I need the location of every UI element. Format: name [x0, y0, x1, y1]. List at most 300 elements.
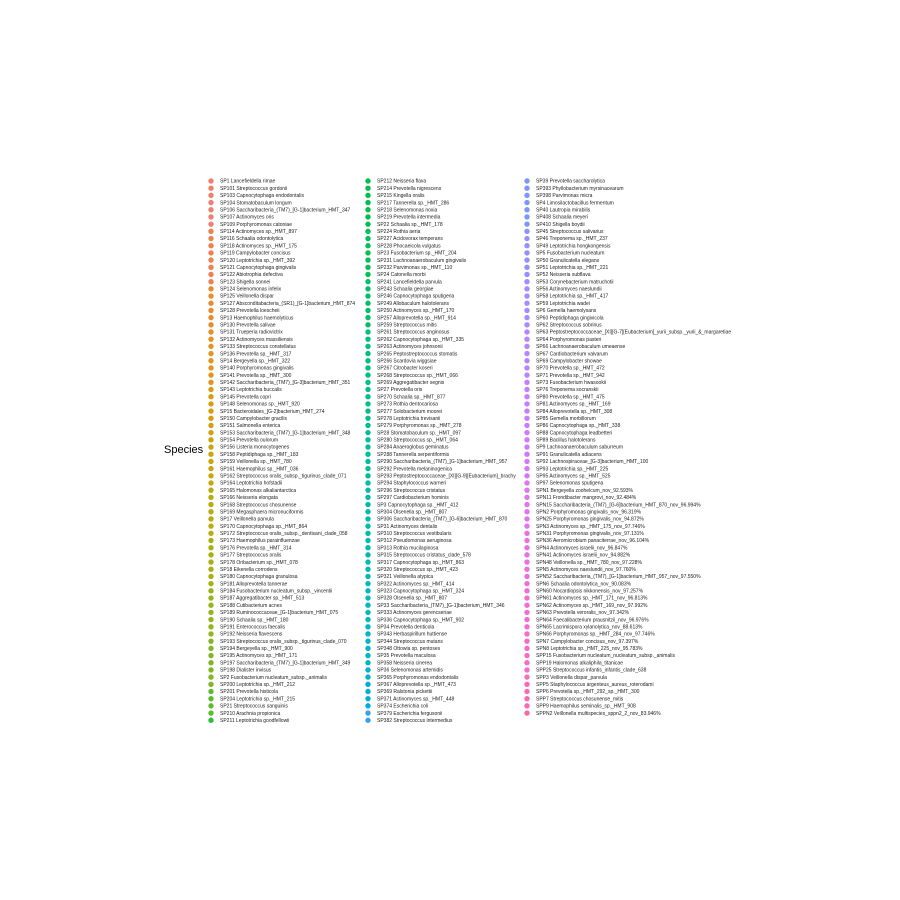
legend-label: SP259 Streptococcus mitis [377, 322, 437, 329]
legend-key [365, 387, 370, 392]
legend-key [365, 603, 370, 608]
legend-label: SP189 Ruminococcaceae_[G-1]bacterium_HMT_075 [220, 610, 339, 617]
legend-key [365, 617, 370, 622]
legend-label: SP92 Lachnospiraceae_[G-3]bacterium_HMT_100 [536, 459, 649, 466]
legend-label: SP249 Allobaculum halotolerans [377, 300, 449, 307]
legend-label: SP116 Schaalia odontolytica [220, 236, 284, 243]
legend-label: SP114 Actinomyces sp._HMT_897 [220, 229, 297, 236]
legend-key [524, 567, 529, 572]
legend-label: SP241 Lancefieldella parvula [377, 279, 442, 286]
legend-label: SP371 Actinomyces sp._HMT_448 [377, 696, 455, 703]
legend-key [208, 416, 213, 421]
legend-key [208, 394, 213, 399]
legend-label: SP393 Phyllobacterium myrsinacearum [536, 185, 624, 192]
legend-label: SP263 Actinomyces johnsonii [377, 344, 443, 351]
legend-label: SP232 Parvimonas sp._HMT_110 [377, 264, 453, 271]
legend-label: SP293 Peptostreptococcaceae_[XI][G-9][Eubacterium]_brachy [377, 473, 516, 480]
legend-label: SP46 Treponema sp._HMT_237 [536, 236, 608, 243]
legend-label: SP292 Prevotella melaninogenica [377, 466, 453, 473]
legend-label: SPP19 Halomonas alkaliphila_titanicae [536, 660, 623, 667]
legend-key [365, 336, 370, 341]
legend-label: SP317 Capnocytophaga sp._HMT_863 [377, 559, 465, 566]
legend-key [365, 646, 370, 651]
legend-label: SPN2 Porphyromonas gingivalis_nov_96.319% [536, 509, 642, 516]
legend-key [524, 631, 529, 636]
legend-key [524, 214, 529, 219]
legend-label: SP13 Haemophilus haemolyticus [220, 315, 294, 322]
legend-label: SP310 Streptococcus vestibularis [377, 531, 452, 538]
legend-key [208, 229, 213, 234]
legend-label: SP410 Shigella boydii [536, 221, 585, 228]
legend-key [365, 718, 370, 723]
legend-label: SP95 Actinomyces sp._HMT_525 [536, 473, 611, 480]
legend-label: SP191 Enterococcus faecalis [220, 624, 286, 631]
legend-key [524, 336, 529, 341]
legend-key [365, 236, 370, 241]
legend-key [365, 703, 370, 708]
legend-label: SP121 Capnocytophaga gingivalis [220, 264, 297, 271]
legend-key [208, 344, 213, 349]
legend-key [365, 279, 370, 284]
legend-key [365, 351, 370, 356]
legend-key [208, 631, 213, 636]
legend-key [208, 265, 213, 270]
legend-label: SPP6 Prevotella sp._HMT_292_sp._HMT_300 [536, 689, 640, 696]
legend-key [524, 423, 529, 428]
legend-label: SPN63 Prevotella veroralis_nov_97.342% [536, 610, 630, 617]
legend-key [208, 387, 213, 392]
legend-label: SP266 Scardovia wiggsiae [377, 358, 437, 365]
legend-key [524, 674, 529, 679]
legend-title: Species [164, 444, 204, 456]
legend-label: SP190 Schaalia sp._HMT_180 [220, 617, 289, 624]
legend-label: SP120 Leptotrichia sp._HMT_392 [220, 257, 296, 264]
legend-label: SP268 Streptococcus sp._HMT_066 [377, 372, 458, 379]
legend-key [208, 272, 213, 277]
legend-label: SP278 Leptotrichia trevisanii [377, 415, 441, 422]
legend-label: SP80 Prevotella sp._HMT_475 [536, 394, 605, 401]
legend-key [208, 487, 213, 492]
legend-label: SP304 Olsenella sp._HMT_807 [377, 509, 448, 516]
legend-label: SP358 Neisseria cinerea [377, 660, 433, 667]
legend-key [524, 236, 529, 241]
legend-label: SP270 Schaalia sp._HMT_877 [377, 394, 446, 401]
legend-key [208, 718, 213, 723]
legend-label: SP145 Prevotella copri [220, 394, 271, 401]
legend-label: SP50 Granulicatella elegans [536, 257, 600, 264]
legend-key [365, 459, 370, 464]
legend-key [208, 178, 213, 183]
legend-label: SP142 Saccharibacteria_(TM7)_[G-3]bacterium_HMT_351 [220, 380, 351, 387]
legend-key [365, 207, 370, 212]
legend-key [524, 682, 529, 687]
legend-key [208, 480, 213, 485]
legend-key [524, 394, 529, 399]
legend-key [524, 416, 529, 421]
legend-label: SPP9 Haemophilus seminalis_sp._HMT_908 [536, 703, 636, 710]
legend-label: SP81 Actinomyces sp._HMT_169 [536, 401, 611, 408]
legend-label: SP71 Prevotella sp._HMT_942 [536, 372, 605, 379]
legend-label: SP198 Dialister invisus [220, 667, 272, 674]
legend-key [524, 523, 529, 528]
legend-key [208, 380, 213, 385]
legend-label: SP211 Leptotrichia goodfellowii [220, 717, 290, 724]
legend-key [365, 595, 370, 600]
legend-label: SPN48 Veillonella sp._HMT_780_nov_97.228% [536, 559, 642, 566]
legend-label: SP15 Bacteroidales_[G-2]bacterium_HMT_274 [220, 408, 325, 415]
legend-label: SP101 Streptococcus gordonii [220, 185, 288, 192]
legend-label: SP228 Phocaeicola vulgatus [377, 243, 441, 250]
legend-key [365, 574, 370, 579]
legend-label: SP128 Prevotella loescheii [220, 308, 280, 315]
legend-key [524, 459, 529, 464]
legend-key [365, 552, 370, 557]
legend-label: SP106 Saccharibacteria_(TM7)_[G-1]bacterium_HMT_347 [220, 207, 351, 214]
legend-key [365, 308, 370, 313]
legend-label: SP181 Alloprevotella tannerae [220, 581, 288, 588]
legend-label: SP306 Saccharibacteria_(TM7)_[G-6]bacterium_HMT_870 [377, 516, 508, 523]
legend-key [524, 588, 529, 593]
legend-key [524, 487, 529, 492]
legend-label: SP107 Actinomyces oris [220, 214, 274, 221]
legend-label: SP64 Porphyromonas pasteri [536, 336, 602, 343]
legend-label: SP336 Capnocytophaga sp._HMT_902 [377, 617, 465, 624]
legend-label: SPP3 Veillonella dispar_parvula [536, 674, 607, 681]
legend-key [524, 516, 529, 521]
legend-key [524, 495, 529, 500]
legend-key [208, 603, 213, 608]
legend-label: SP284 Anaeroglobus geminatus [377, 444, 449, 451]
legend-label: SP277 Solobacterium moorei [377, 408, 443, 415]
legend-label: SPN64 Faecalibacterium prausnitzii_nov_96.976% [536, 617, 649, 624]
legend-label: SP141 Prevotella sp._HMT_300 [220, 372, 292, 379]
legend-label: SP63 Peptostreptococcaceae_[XI][G-7][Eubacterium]_yurii_subsp._yurii_&_margaretiae [536, 329, 732, 336]
legend-label: SP166 Neisseria elongata [220, 495, 278, 502]
legend-key [365, 667, 370, 672]
legend-label: SP224 Rothia aeria [377, 229, 421, 236]
legend-key [524, 265, 529, 270]
legend-key [208, 250, 213, 255]
legend-key [365, 559, 370, 564]
legend-key [208, 430, 213, 435]
legend-key [208, 286, 213, 291]
legend-label: SP76 Treponema socranskii [536, 387, 599, 394]
legend-label: SP28 Stomatobaculum sp._HMT_097 [377, 430, 461, 437]
legend-key [524, 502, 529, 507]
legend-label: SP333 Actinomyces gerencseriae [377, 610, 452, 617]
legend-label: SP168 Streptococcus chosunense [220, 502, 297, 509]
legend-label: SPN11 Frondibacter mangrovi_nov_92.484% [536, 495, 637, 502]
legend-key [524, 466, 529, 471]
legend-label: SP150 Campylobacter gracilis [220, 415, 287, 422]
legend-key [208, 545, 213, 550]
legend-label: SP193 Streptococcus oralis_subsp._tigurinus_clade_070 [220, 638, 347, 645]
legend-key [208, 509, 213, 514]
legend-label: SP66 Lachnoanaerobaculum umeaense [536, 344, 626, 351]
legend-label: SP344 Streptococcus mutans [377, 638, 443, 645]
legend-key [524, 257, 529, 262]
legend-key [208, 459, 213, 464]
legend-key [524, 581, 529, 586]
legend-key [365, 315, 370, 320]
legend-key [524, 624, 529, 629]
legend-key [365, 193, 370, 198]
legend-label: SPP15 Fusobacterium nucleatum_nucleatum_subsp._animalis [536, 653, 675, 660]
legend-key [208, 617, 213, 622]
legend-label: SP45 Streptococcus salivarius [536, 229, 604, 236]
legend-label: SP321 Veillonella atypica [377, 574, 434, 581]
legend-label: SP14 Bergeyella sp._HMT_322 [220, 358, 291, 365]
legend-label: SP158 Peptidiphaga sp._HMT_183 [220, 451, 299, 458]
legend-key [365, 660, 370, 665]
legend-key [208, 308, 213, 313]
legend-label: SPN36 Aeromicrobium panaciterrae_nov_96.104% [536, 538, 650, 545]
legend-key [524, 509, 529, 514]
legend-label: SP215 Kingella oralis [377, 193, 425, 200]
legend-label: SP62 Streptococcus sobrinus [536, 322, 602, 329]
legend-key [365, 265, 370, 270]
legend-key [524, 221, 529, 226]
legend-key [365, 423, 370, 428]
legend-label: SP125 Veillonella dispar [220, 293, 274, 300]
legend-key [208, 588, 213, 593]
legend-key [208, 301, 213, 306]
legend-key [208, 408, 213, 413]
legend-label: SP21 Streptococcus sanguinis [220, 703, 288, 710]
legend-key [365, 408, 370, 413]
legend-label: SP219 Prevotella intermedia [377, 214, 441, 221]
legend-label: SP122 Abiotrophia defectiva [220, 272, 283, 279]
legend-key [365, 638, 370, 643]
legend-label: SP59 Leptotrichia wadei [536, 300, 590, 307]
legend-label: SP69 Campylobacter showae [536, 358, 602, 365]
legend-key [365, 674, 370, 679]
legend-label: SP97 Selenomonas sputigena [536, 480, 604, 487]
legend-key [208, 351, 213, 356]
legend-key [208, 358, 213, 363]
legend-label: SP52 Neisseria subflava [536, 272, 591, 279]
legend-key [208, 452, 213, 457]
legend-key [365, 329, 370, 334]
legend-key [365, 588, 370, 593]
legend-key [524, 200, 529, 205]
legend-label: SP89 Bacillus halotolerans [536, 437, 596, 444]
legend-key [365, 358, 370, 363]
legend-label: SP70 Prevotella sp._HMT_472 [536, 365, 605, 372]
legend-key [365, 322, 370, 327]
legend-key [524, 430, 529, 435]
legend-label: SP84 Alloprevotella sp._HMT_308 [536, 408, 613, 415]
legend-key [524, 696, 529, 701]
legend-label: SP124 Selenomonas infelix [220, 286, 282, 293]
legend-key [208, 646, 213, 651]
legend-label: SP343 Herbaspirillum huttiense [377, 631, 448, 638]
legend-key [524, 344, 529, 349]
legend-label: SP257 Alloprevotella sp._HMT_914 [377, 315, 456, 322]
legend-label: SP177 Streptococcus oralis [220, 552, 282, 559]
legend-key [524, 473, 529, 478]
legend-label: SP328 Olsenella sp._HMT_807 [377, 595, 448, 602]
legend-key [524, 552, 529, 557]
legend-key [524, 545, 529, 550]
legend-label: SPN25 Porphyromonas gingivalis_nov_94.872% [536, 516, 644, 523]
legend-label: SPN1 Bergeyella zoohelcum_nov_92.593% [536, 487, 634, 494]
legend-key [365, 185, 370, 190]
legend-key [524, 617, 529, 622]
legend-key [524, 365, 529, 370]
legend-label: SP243 Schaalia georgiae [377, 286, 434, 293]
legend-label: SP153 Saccharibacteria_(TM7)_[G-1]bacterium_HMT_348 [220, 430, 351, 437]
legend-key [365, 444, 370, 449]
legend-key [365, 200, 370, 205]
legend-label: SP31 Actinomyces dentalis [377, 523, 438, 530]
legend-label: SP67 Cardiobacterium valvarum [536, 351, 608, 358]
legend-key [365, 286, 370, 291]
legend-key [208, 257, 213, 262]
legend-label: SPN60 Nocardiopsis nikkonensis_nov_97.257% [536, 588, 644, 595]
legend-key [208, 689, 213, 694]
legend-key [208, 531, 213, 536]
legend-label: SP133 Streptococcus constellatus [220, 344, 296, 351]
legend-key [365, 631, 370, 636]
legend-label: SPP5 Staphylococcus argenteus_aureus_roterodami [536, 682, 654, 688]
legend-label: SP204 Leptotrichia sp._HMT_215 [220, 696, 296, 703]
legend-key [524, 387, 529, 392]
legend-key [208, 660, 213, 665]
legend-key [208, 207, 213, 212]
legend-key [524, 559, 529, 564]
legend-key [365, 401, 370, 406]
legend-label: SP4 Limosilactobacillus fermentum [536, 200, 614, 207]
legend-label: SP6 Gemella haemolysans [536, 308, 597, 315]
legend-key [365, 689, 370, 694]
legend-label: SP22 Schaalia sp._HMT_178 [377, 221, 443, 228]
legend-label: SP201 Prevotella histicola [220, 689, 279, 696]
legend-key [208, 473, 213, 478]
legend-key [524, 653, 529, 658]
legend-label: SP250 Actinomyces sp._HMT_170 [377, 308, 455, 315]
legend-key [208, 574, 213, 579]
legend-key [524, 380, 529, 385]
legend-key [365, 452, 370, 457]
legend-label: SPPN2 Veillonella multispecies_sppn2_2_nov_83.946% [536, 710, 661, 717]
legend-label: SP212 Neisseria flava [377, 178, 427, 185]
legend-label: SP178 Oribacterium sp._HMT_078 [220, 559, 298, 566]
legend-key [208, 538, 213, 543]
legend-key [208, 495, 213, 500]
legend-label: SP169 Megasphaera micronuciformis [220, 509, 304, 516]
legend-key [208, 502, 213, 507]
legend-label: SP56 Actinomyces naeslundii [536, 286, 602, 293]
legend-key [208, 581, 213, 586]
legend-label: SPN8 Leptotrichia sp._HMT_225_nov_95.783% [536, 646, 643, 653]
legend-key [208, 336, 213, 341]
legend-label: SP296 Streptococcus cristatus [377, 487, 446, 494]
legend-label: SPN31 Porphyromonas gingivalis_nov_97.131% [536, 531, 644, 538]
legend-key [524, 689, 529, 694]
legend-label: SP131 Trueperia radiovictrix [220, 329, 283, 336]
legend-label: SP382 Streptococcus intermedius [377, 717, 453, 724]
legend-label: SP103 Capnocytophaga endodontalis [220, 193, 304, 200]
legend-label: SP398 Parvimonas micra [536, 193, 593, 200]
legend-label: SP379 Escherichia fergusonii [377, 710, 443, 717]
legend-label: SP39 Prevotella saccharolytica [536, 178, 605, 185]
legend-key [365, 516, 370, 521]
legend-key [524, 408, 529, 413]
legend-label: SP88 Capnocytophaga leadbetteri [536, 430, 613, 437]
legend-key [208, 523, 213, 528]
legend-key [524, 229, 529, 234]
legend-label: SPP7 Streptococcus chosunense_mitis [536, 696, 624, 703]
legend-label: SP35 Prevotella maculosa [377, 653, 436, 660]
legend-label: SP151 Salmonella enterica [220, 423, 281, 430]
legend-key [208, 279, 213, 284]
legend-key [524, 401, 529, 406]
legend-key [365, 365, 370, 370]
legend-label: SP322 Actinomyces sp._HMT_414 [377, 581, 455, 588]
legend-label: SP323 Capnocytophaga sp._HMT_324 [377, 588, 465, 595]
legend-key [208, 329, 213, 334]
legend-label: SPN4 Actinomyces israelii_nov_96.847% [536, 545, 628, 552]
legend-label: SP192 Neisseria flavescens [220, 631, 283, 638]
legend-label: SP148 Selenomonas sp._HMT_920 [220, 401, 300, 408]
legend-key [365, 581, 370, 586]
legend-label: SP312 Pseudomonas aeruginosa [377, 538, 452, 545]
legend-label: SP262 Capnocytophaga sp._HMT_335 [377, 336, 465, 343]
legend-label: SP156 Listeria monocytogenes [220, 444, 290, 451]
legend-key [208, 466, 213, 471]
legend-key [524, 452, 529, 457]
legend-label: SP49 Leptotrichia hongkongensis [536, 243, 611, 250]
legend-key [208, 221, 213, 226]
legend-key [524, 185, 529, 190]
legend-label: SP53 Corynebacterium matruchotii [536, 279, 614, 286]
legend-label: SP313 Rothia mucilaginosa [377, 545, 439, 552]
legend-key [365, 372, 370, 377]
legend-label: SP18 Eikenella corrodens [220, 566, 278, 573]
legend-key [208, 372, 213, 377]
legend-key [365, 394, 370, 399]
legend-key [524, 574, 529, 579]
legend-label: SP162 Streptococcus oralis_subsp._tigurinus_clade_071 [220, 473, 347, 480]
legend-label: SPN7 Campylobacter concisus_nov_97.397% [536, 638, 639, 645]
legend-label: SP210 Arachnia propionica [220, 710, 281, 717]
legend-label: SP187 Aggregatibacter sp._HMT_513 [220, 595, 305, 602]
legend-key [365, 214, 370, 219]
legend-key [208, 365, 213, 370]
legend-key [365, 416, 370, 421]
legend-key [208, 315, 213, 320]
legend-label: SP348 Ottowia sp. pentoses [377, 646, 441, 653]
legend-key [208, 293, 213, 298]
legend-label: SP267 Citrobacter koseri [377, 365, 433, 372]
legend-key [524, 595, 529, 600]
legend-key [208, 444, 213, 449]
legend-key [524, 480, 529, 485]
legend-label: SP176 Prevotella sp._HMT_314 [220, 545, 292, 552]
legend-label: SP280 Streptococcus sp._HMT_064 [377, 437, 458, 444]
legend-label: SP143 Leptotrichia buccalis [220, 387, 282, 394]
legend-key [524, 603, 529, 608]
legend-key [208, 214, 213, 219]
legend-key [365, 653, 370, 658]
legend-key [524, 710, 529, 715]
legend-label: SP34 Prevotella denticola [377, 624, 435, 631]
legend-key [365, 567, 370, 572]
legend-key [208, 710, 213, 715]
legend-key [524, 243, 529, 248]
legend-key [365, 466, 370, 471]
